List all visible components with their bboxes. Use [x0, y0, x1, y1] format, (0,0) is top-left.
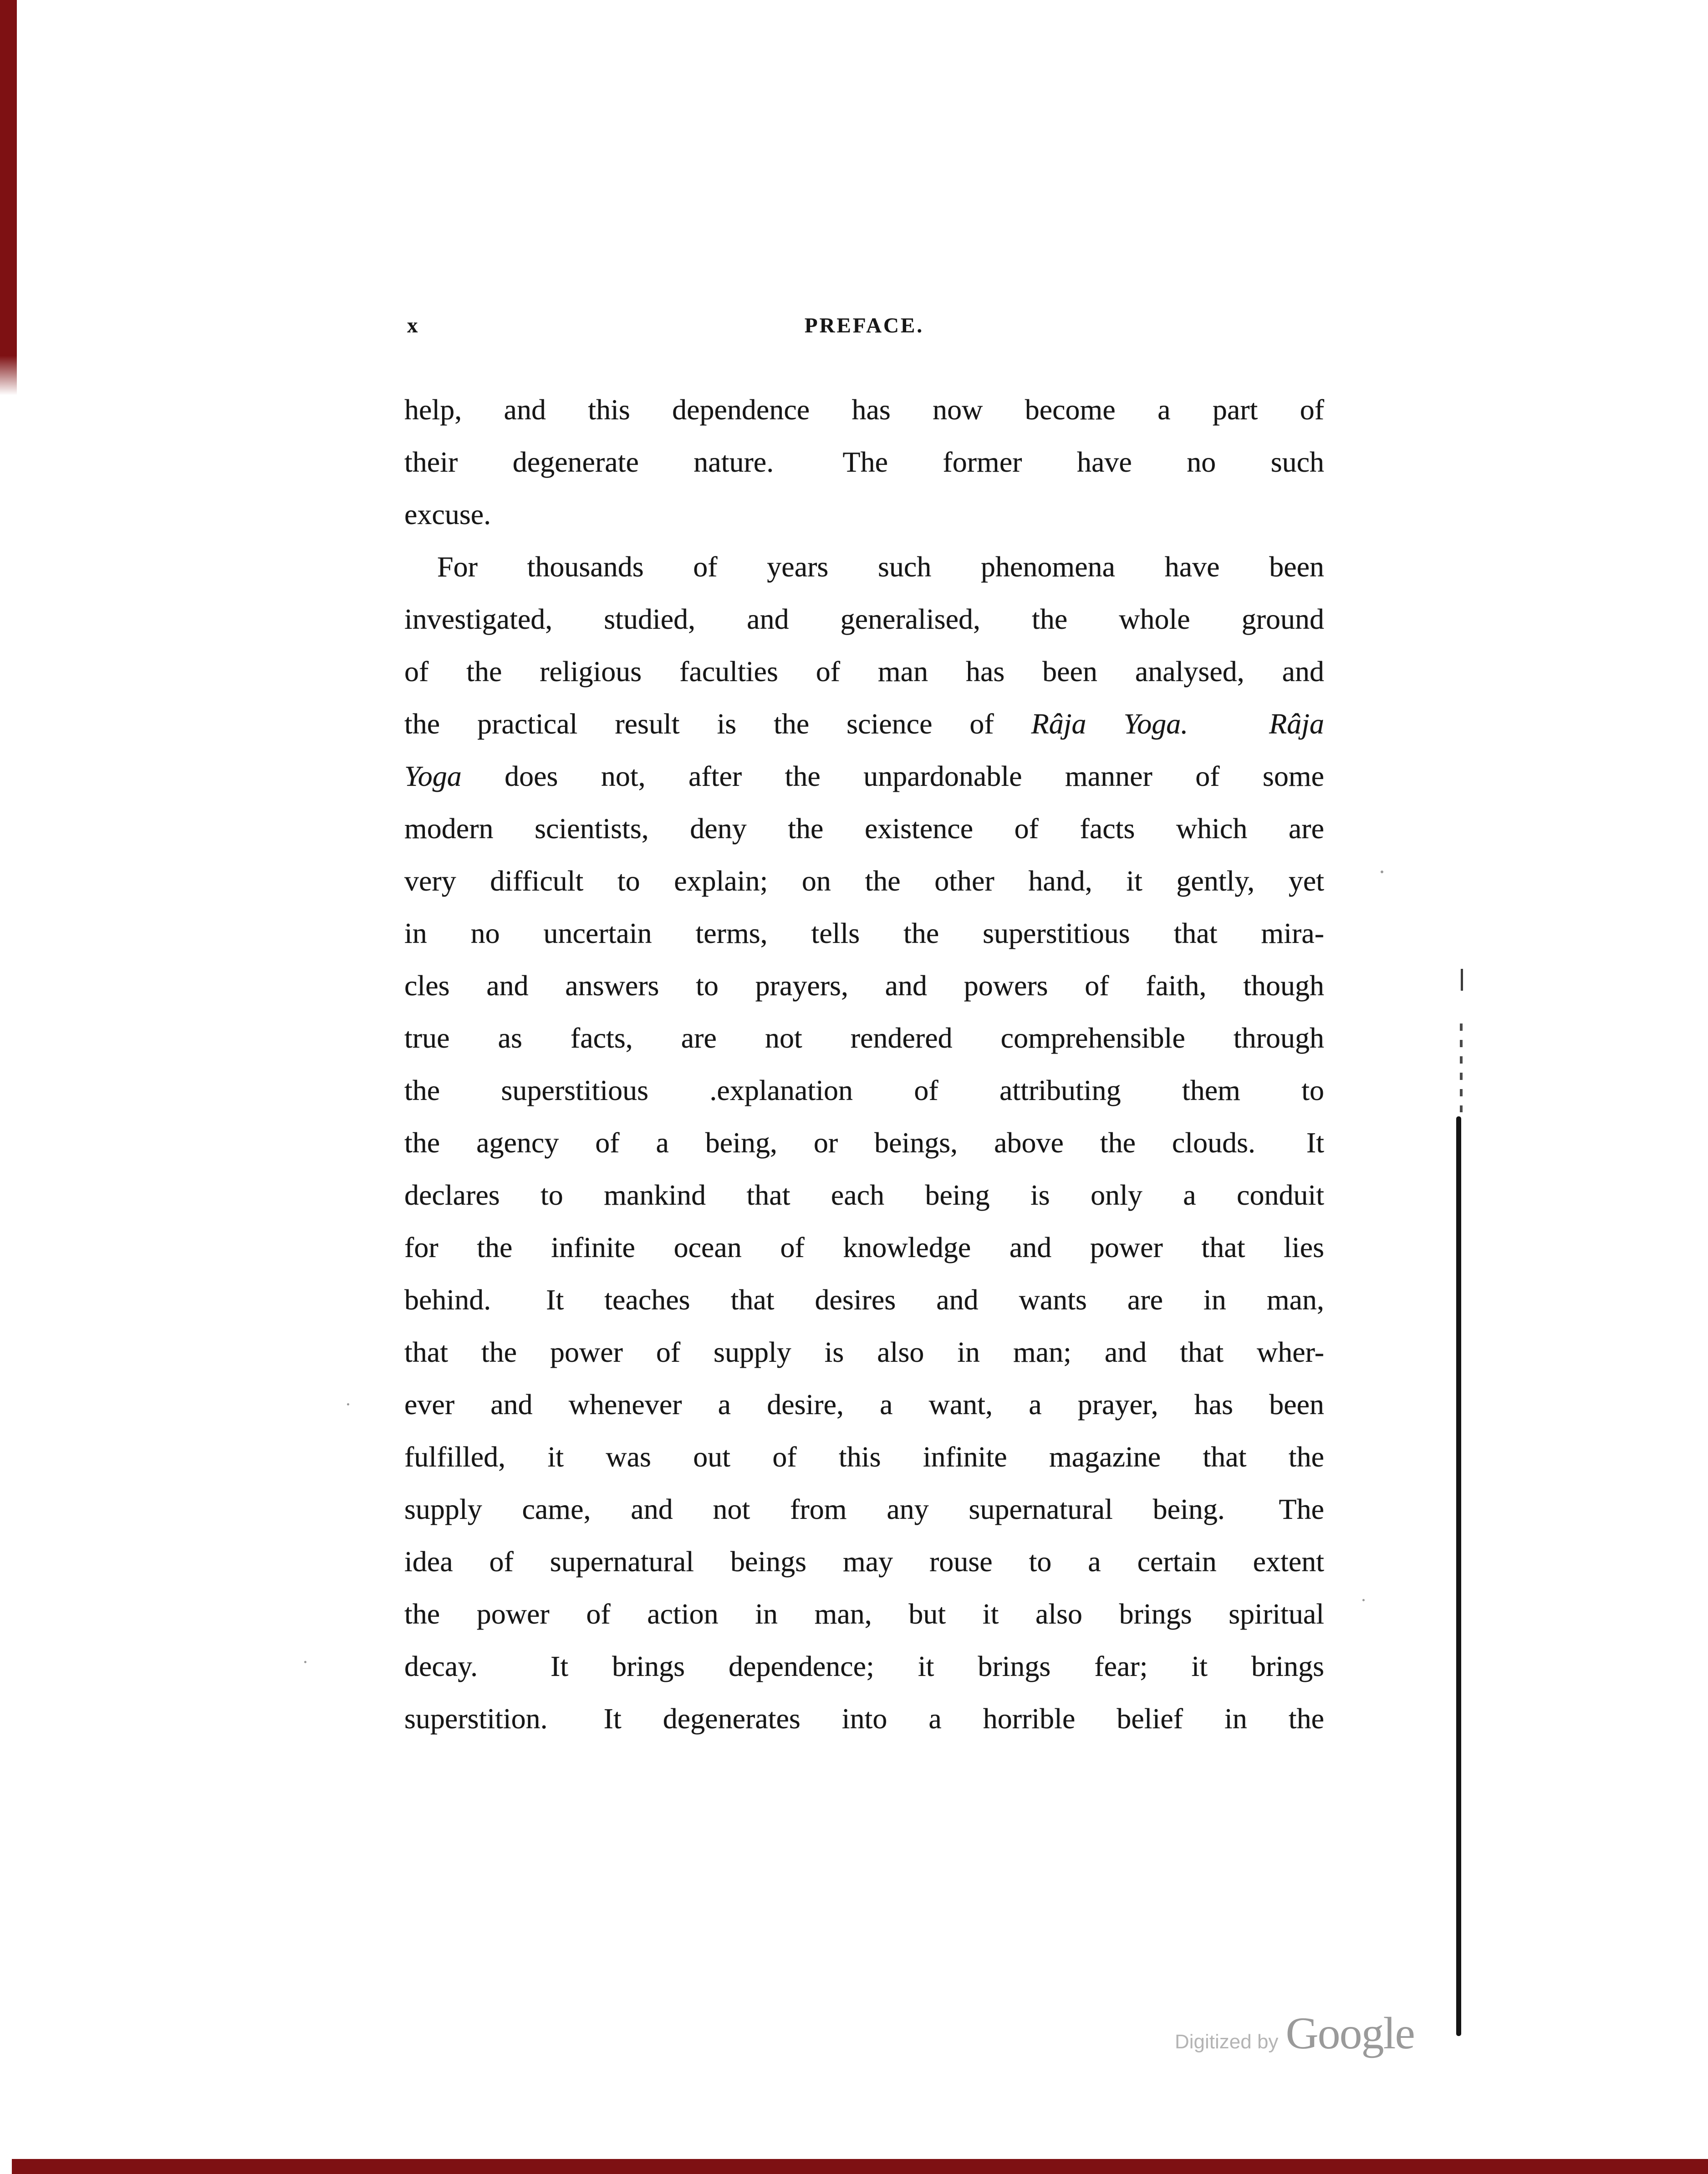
scan-speck — [1381, 871, 1383, 873]
text-segment: superstition. It degenerates into a horrible belief in the — [404, 1702, 1324, 1735]
text-line — [404, 1169, 1324, 1221]
scan-speck — [347, 1403, 349, 1405]
text-line — [404, 1640, 1324, 1692]
text-line — [404, 1483, 1324, 1535]
text-segment: supply came, and not from any supernatural being. The — [404, 1493, 1324, 1525]
italic-book-title: Yoga — [404, 760, 462, 792]
text-segment: the power of action in man, but it also brings spiritual — [404, 1598, 1324, 1630]
text-line — [404, 1064, 1324, 1116]
text-segment: behind. It teaches that desires and wants are in man, — [404, 1283, 1324, 1316]
text-segment: excuse. — [404, 498, 491, 530]
text-line — [404, 1535, 1324, 1588]
text-line — [404, 1378, 1324, 1431]
page-number: x — [407, 314, 419, 337]
italic-book-title: Râja Yoga. — [1031, 708, 1188, 740]
page-header — [404, 313, 1324, 345]
scan-speck — [304, 1661, 306, 1663]
text-line — [404, 698, 1324, 750]
text-segment: For thousands of years such phenomena have been — [437, 550, 1324, 583]
text-line — [404, 383, 1324, 436]
scan-edge-bottom-strip — [12, 2159, 1708, 2174]
google-logo: Google — [1285, 2008, 1414, 2058]
text-line — [404, 907, 1324, 959]
text-segment: for the infinite ocean of knowledge and power that lies — [404, 1231, 1324, 1263]
text-segment: investigated, studied, and generalised, the whole ground — [404, 603, 1324, 635]
scan-speck — [1362, 1599, 1365, 1601]
text-segment: the superstitious .explanation of attributing them to — [404, 1074, 1324, 1106]
text-line — [404, 593, 1324, 645]
text-segment: true as facts, are not rendered comprehensible through — [404, 1022, 1324, 1054]
text-line — [404, 1431, 1324, 1483]
text-line — [404, 855, 1324, 907]
text-segment: their degenerate nature. The former have no such — [404, 446, 1324, 478]
text-line — [404, 1326, 1324, 1378]
binding-line-tick — [1461, 969, 1463, 991]
text-segment: very difficult to explain; on the other hand, it gently, yet — [404, 865, 1324, 897]
text-line — [404, 1221, 1324, 1273]
text-segment: ever and whenever a desire, a want, a prayer, has been — [404, 1388, 1324, 1420]
text-segment: help, and this dependence has now become a part of — [404, 393, 1324, 426]
text-segment: modern scientists, deny the existence of facts which are — [404, 812, 1324, 845]
italic-book-title: Râja — [1269, 708, 1325, 740]
text-line — [404, 1116, 1324, 1169]
text-segment — [1188, 708, 1269, 740]
text-segment: decay. It brings dependence; it brings fear; it brings — [404, 1650, 1324, 1682]
text-line — [404, 1273, 1324, 1326]
text-line — [404, 1588, 1324, 1640]
binding-line — [1456, 1116, 1461, 2036]
text-line — [404, 645, 1324, 698]
text-line — [404, 750, 1324, 802]
text-segment: declares to mankind that each being is only a conduit — [404, 1179, 1324, 1211]
text-line — [404, 1692, 1324, 1745]
text-line — [404, 488, 1324, 540]
text-line — [404, 1012, 1324, 1064]
watermark — [1175, 2007, 1414, 2059]
text-segment: fulfilled, it was out of this infinite magazine that the — [404, 1441, 1324, 1473]
scan-edge-left-strip — [0, 0, 17, 395]
text-line — [404, 959, 1324, 1012]
text-line — [404, 802, 1324, 855]
text-line — [404, 540, 1324, 593]
text-segment: idea of supernatural beings may rouse to a certain extent — [404, 1545, 1324, 1578]
text-segment: does not, after the unpardonable manner of some — [461, 760, 1324, 792]
text-segment: of the religious faculties of man has been analysed, and — [404, 655, 1324, 687]
text-block — [404, 383, 1324, 1745]
text-segment: cles and answers to prayers, and powers of faith, though — [404, 969, 1324, 1002]
text-segment: the practical result is the science of — [404, 708, 1031, 740]
binding-line-dashes — [1460, 1023, 1463, 1112]
page-title: PREFACE. — [804, 314, 924, 337]
text-segment: the agency of a being, or beings, above the clouds. It — [404, 1126, 1324, 1159]
text-segment: in no uncertain terms, tells the superstitious that mira- — [404, 917, 1324, 949]
digitized-by-label: Digitized by — [1175, 2031, 1279, 2053]
text-segment: that the power of supply is also in man; and that wher- — [404, 1336, 1324, 1368]
text-line — [404, 436, 1324, 488]
